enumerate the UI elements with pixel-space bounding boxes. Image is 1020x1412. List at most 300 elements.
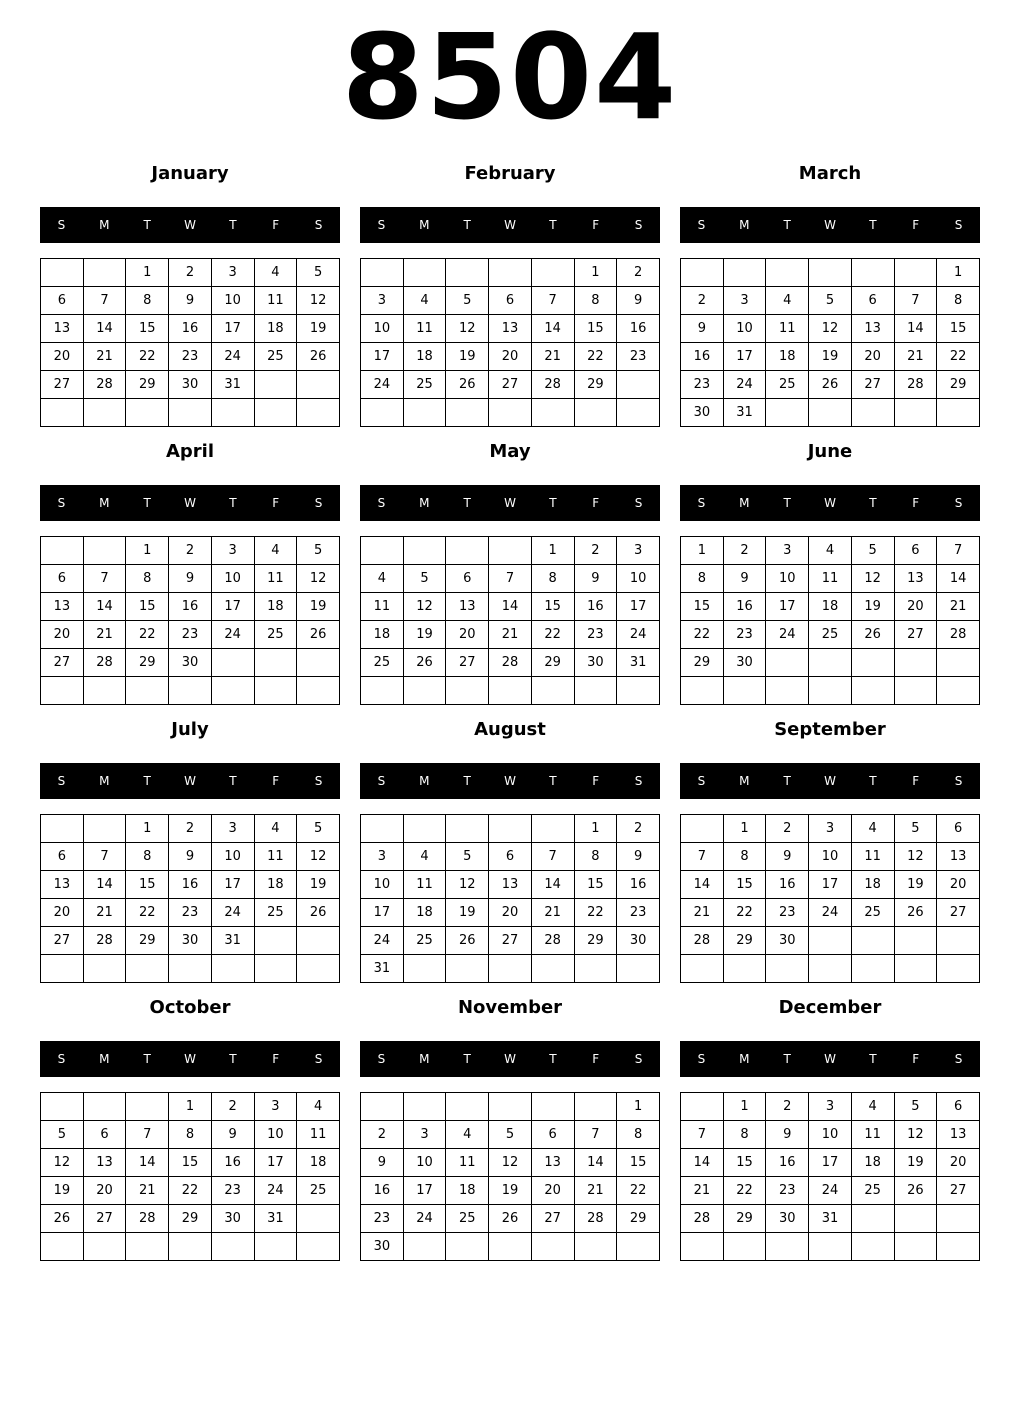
day-cell: 25 [254,621,297,649]
day-cell: 30 [617,927,660,955]
day-cell [681,259,724,287]
weekday-header [360,1041,660,1077]
day-cell [851,649,894,677]
day-cell: 17 [361,899,404,927]
week-row [361,259,660,287]
day-cell [83,815,126,843]
week-row [361,955,660,983]
day-cell: 8 [126,287,169,315]
week-row [361,1093,660,1121]
weekday-label: W [504,496,516,510]
day-cell [617,399,660,427]
day-cell: 27 [446,649,489,677]
week-row [41,621,340,649]
day-cell: 15 [531,593,574,621]
day-cell [489,1233,532,1261]
day-cell [403,955,446,983]
day-cell [531,399,574,427]
week-row [361,1233,660,1261]
day-cell [809,649,852,677]
week-row [41,843,340,871]
weekday-label: W [184,218,196,232]
week-row [681,927,980,955]
month-name: August [474,719,546,740]
weekday-label: W [504,774,516,788]
day-cell: 1 [937,259,980,287]
weekday-label: F [592,496,600,510]
day-cell: 13 [489,871,532,899]
weekday-label: T [463,774,471,788]
day-cell [254,371,297,399]
day-cell: 1 [126,815,169,843]
weekday-label: T [463,218,471,232]
day-cell: 30 [169,649,212,677]
day-cell [937,649,980,677]
day-cell [403,677,446,705]
day-cell: 5 [446,287,489,315]
weekday-label: S [57,218,66,232]
day-cell: 12 [851,565,894,593]
day-cell: 27 [489,371,532,399]
day-cell [446,1233,489,1261]
day-cell: 22 [681,621,724,649]
weekday-label: M [419,774,430,788]
day-cell: 20 [41,899,84,927]
day-cell [361,815,404,843]
day-cell: 21 [894,343,937,371]
day-cell: 17 [211,315,254,343]
week-row [41,1149,340,1177]
day-grid [40,536,340,705]
day-cell [126,1233,169,1261]
day-cell: 12 [446,315,489,343]
day-cell: 30 [169,927,212,955]
day-cell: 4 [809,537,852,565]
day-cell [617,1233,660,1261]
week-row [361,315,660,343]
day-cell: 20 [489,343,532,371]
day-cell: 7 [574,1121,617,1149]
week-row [681,399,980,427]
day-cell: 3 [766,537,809,565]
week-row [681,1121,980,1149]
week-row [681,287,980,315]
day-cell: 27 [531,1205,574,1233]
day-cell: 6 [894,537,937,565]
day-cell: 25 [766,371,809,399]
day-cell: 28 [574,1205,617,1233]
week-row [361,343,660,371]
week-row [41,1177,340,1205]
weekday-label: S [314,496,323,510]
weekday-label: M [99,1052,110,1066]
week-row [361,1149,660,1177]
day-cell: 31 [211,371,254,399]
day-cell [126,677,169,705]
day-cell: 18 [766,343,809,371]
day-cell: 20 [446,621,489,649]
month-name: September [774,719,886,740]
day-cell [489,677,532,705]
day-cell: 21 [83,343,126,371]
week-row [681,621,980,649]
day-cell: 26 [489,1205,532,1233]
day-cell: 12 [297,565,340,593]
day-cell: 26 [297,621,340,649]
day-cell: 23 [169,621,212,649]
weekday-header [680,207,980,243]
day-cell: 31 [723,399,766,427]
weekday-label: S [634,496,643,510]
day-cell: 25 [851,1177,894,1205]
day-cell: 9 [169,287,212,315]
day-cell: 4 [403,843,446,871]
day-cell: 10 [361,871,404,899]
day-cell [361,259,404,287]
weekday-label: T [549,218,557,232]
day-cell: 20 [851,343,894,371]
day-cell: 5 [446,843,489,871]
weekday-header [40,763,340,799]
day-cell: 26 [446,927,489,955]
day-cell: 29 [937,371,980,399]
day-cell: 16 [723,593,766,621]
day-cell: 27 [937,899,980,927]
day-cell [937,927,980,955]
day-cell: 26 [297,899,340,927]
day-cell: 25 [254,899,297,927]
day-cell: 28 [489,649,532,677]
week-row [681,1233,980,1261]
day-cell: 18 [851,1149,894,1177]
day-cell: 13 [937,1121,980,1149]
day-cell: 20 [83,1177,126,1205]
day-cell: 3 [809,815,852,843]
day-cell [83,259,126,287]
weekday-label: T [143,218,151,232]
day-cell: 6 [489,843,532,871]
week-row [681,1177,980,1205]
day-grid [40,814,340,983]
month-march [680,163,980,433]
day-cell: 5 [297,537,340,565]
day-cell: 7 [83,843,126,871]
day-cell: 12 [403,593,446,621]
weekday-label: F [592,218,600,232]
day-grid [360,814,660,983]
day-cell: 3 [723,287,766,315]
weekday-label: F [272,1052,280,1066]
day-cell [446,955,489,983]
day-cell [297,371,340,399]
day-cell: 22 [723,1177,766,1205]
day-cell: 10 [211,843,254,871]
day-cell: 4 [851,815,894,843]
day-cell [41,1093,84,1121]
week-row [361,287,660,315]
day-cell: 8 [169,1121,212,1149]
day-cell [297,399,340,427]
day-cell: 1 [723,815,766,843]
day-cell: 9 [681,315,724,343]
day-cell: 2 [574,537,617,565]
month-name: March [798,163,862,184]
weekday-label: S [377,218,386,232]
day-cell: 16 [681,343,724,371]
day-cell: 3 [211,537,254,565]
day-cell: 12 [809,315,852,343]
weekday-label: S [954,218,963,232]
weekday-label: T [783,496,791,510]
day-cell: 16 [766,1149,809,1177]
day-cell: 21 [126,1177,169,1205]
weekday-label: T [549,496,557,510]
day-cell: 10 [766,565,809,593]
day-cell: 9 [766,1121,809,1149]
weekday-label: T [549,1052,557,1066]
day-cell: 29 [126,927,169,955]
day-cell: 28 [681,927,724,955]
day-cell: 17 [361,343,404,371]
day-cell [403,1233,446,1261]
day-cell: 7 [681,843,724,871]
day-cell [851,1205,894,1233]
day-cell: 31 [361,955,404,983]
day-cell [254,1233,297,1261]
day-cell: 16 [211,1149,254,1177]
weekday-label: W [824,1052,836,1066]
weekday-label: S [377,1052,386,1066]
month-january [40,163,340,433]
weekday-label: W [504,218,516,232]
weekday-label: T [549,774,557,788]
day-cell: 16 [574,593,617,621]
day-cell [894,1205,937,1233]
day-cell: 20 [41,343,84,371]
day-cell: 8 [126,843,169,871]
month-october [40,997,340,1267]
day-cell: 4 [361,565,404,593]
week-row [41,955,340,983]
week-row [681,677,980,705]
day-cell: 13 [41,315,84,343]
weekday-label: T [783,774,791,788]
week-row [681,1205,980,1233]
day-cell: 25 [361,649,404,677]
day-cell: 30 [211,1205,254,1233]
day-cell [723,677,766,705]
day-cell: 23 [617,899,660,927]
day-cell: 21 [83,899,126,927]
week-row [41,1205,340,1233]
week-row [361,1177,660,1205]
weekday-label: S [954,496,963,510]
day-cell [403,815,446,843]
day-cell: 28 [83,649,126,677]
week-row [41,259,340,287]
day-cell [83,1093,126,1121]
day-cell: 1 [574,815,617,843]
weekday-label: W [184,774,196,788]
weekday-label: W [824,496,836,510]
day-cell: 16 [169,593,212,621]
weekday-label: S [697,218,706,232]
month-may [360,441,660,711]
day-cell: 31 [211,927,254,955]
day-cell: 5 [297,815,340,843]
week-row [681,343,980,371]
day-cell: 8 [723,1121,766,1149]
day-cell [211,399,254,427]
month-june [680,441,980,711]
day-cell: 3 [211,815,254,843]
day-cell: 27 [937,1177,980,1205]
day-cell: 19 [403,621,446,649]
day-cell: 5 [297,259,340,287]
day-cell: 19 [809,343,852,371]
month-name: July [171,719,209,740]
day-cell: 11 [403,871,446,899]
weekday-header [360,485,660,521]
day-cell: 19 [297,593,340,621]
day-cell: 11 [254,843,297,871]
day-cell: 29 [126,371,169,399]
day-cell: 11 [851,843,894,871]
day-cell: 14 [83,593,126,621]
week-row [41,343,340,371]
day-cell [446,1093,489,1121]
weekday-header [680,1041,980,1077]
day-cell [809,955,852,983]
day-cell: 30 [723,649,766,677]
day-cell [297,1233,340,1261]
weekday-label: T [229,218,237,232]
day-cell: 2 [211,1093,254,1121]
weekday-label: M [739,218,750,232]
week-row [681,565,980,593]
day-cell: 17 [723,343,766,371]
day-cell: 16 [169,315,212,343]
day-cell: 25 [403,371,446,399]
day-cell: 16 [361,1177,404,1205]
week-row [41,371,340,399]
day-cell [894,955,937,983]
day-cell [681,677,724,705]
weekday-label: F [912,1052,920,1066]
day-cell [937,955,980,983]
day-cell: 29 [723,1205,766,1233]
day-cell: 22 [169,1177,212,1205]
day-cell: 17 [211,593,254,621]
day-cell: 18 [851,871,894,899]
day-cell: 29 [723,927,766,955]
day-cell: 31 [809,1205,852,1233]
day-cell: 16 [169,871,212,899]
day-cell [894,399,937,427]
day-cell: 14 [894,315,937,343]
day-cell: 16 [766,871,809,899]
day-cell [894,927,937,955]
week-row [361,899,660,927]
day-cell: 9 [617,287,660,315]
day-cell: 22 [574,343,617,371]
day-cell: 12 [489,1149,532,1177]
day-cell: 23 [617,343,660,371]
day-cell: 9 [766,843,809,871]
day-cell: 25 [446,1205,489,1233]
day-cell: 17 [617,593,660,621]
day-cell [41,1233,84,1261]
month-name: November [457,997,563,1018]
day-cell: 5 [894,815,937,843]
day-cell [361,537,404,565]
month-april [40,441,340,711]
day-cell: 9 [574,565,617,593]
day-cell: 4 [851,1093,894,1121]
day-cell: 6 [531,1121,574,1149]
day-cell [41,815,84,843]
day-cell [894,1233,937,1261]
weekday-label: S [954,774,963,788]
day-cell: 13 [446,593,489,621]
weekday-label: M [739,496,750,510]
weekday-label: S [697,774,706,788]
weekday-label: S [314,218,323,232]
day-cell: 14 [681,1149,724,1177]
week-row [41,815,340,843]
day-cell: 14 [83,315,126,343]
day-cell [83,537,126,565]
day-cell [723,1233,766,1261]
week-row [361,927,660,955]
day-cell: 2 [361,1121,404,1149]
week-row [41,927,340,955]
day-cell: 15 [937,315,980,343]
weekday-label: F [272,496,280,510]
day-cell: 11 [403,315,446,343]
day-cell: 4 [446,1121,489,1149]
day-cell: 24 [403,1205,446,1233]
day-cell [446,537,489,565]
day-cell: 12 [41,1149,84,1177]
day-cell [766,259,809,287]
day-cell: 13 [531,1149,574,1177]
day-cell: 27 [851,371,894,399]
day-cell: 3 [809,1093,852,1121]
day-cell [489,259,532,287]
day-cell [851,399,894,427]
day-cell: 1 [126,537,169,565]
day-cell: 26 [809,371,852,399]
day-cell: 3 [617,537,660,565]
day-cell: 21 [83,621,126,649]
weekday-label: T [869,1052,877,1066]
day-cell: 23 [361,1205,404,1233]
week-row [681,371,980,399]
day-cell: 22 [126,621,169,649]
day-cell: 11 [254,565,297,593]
day-cell: 2 [681,287,724,315]
weekday-label: T [869,218,877,232]
week-row [681,259,980,287]
weekday-label: S [954,1052,963,1066]
day-cell [681,955,724,983]
day-cell: 22 [937,343,980,371]
week-row [681,899,980,927]
day-grid [680,1092,980,1261]
weekday-label: S [314,774,323,788]
day-cell [169,1233,212,1261]
